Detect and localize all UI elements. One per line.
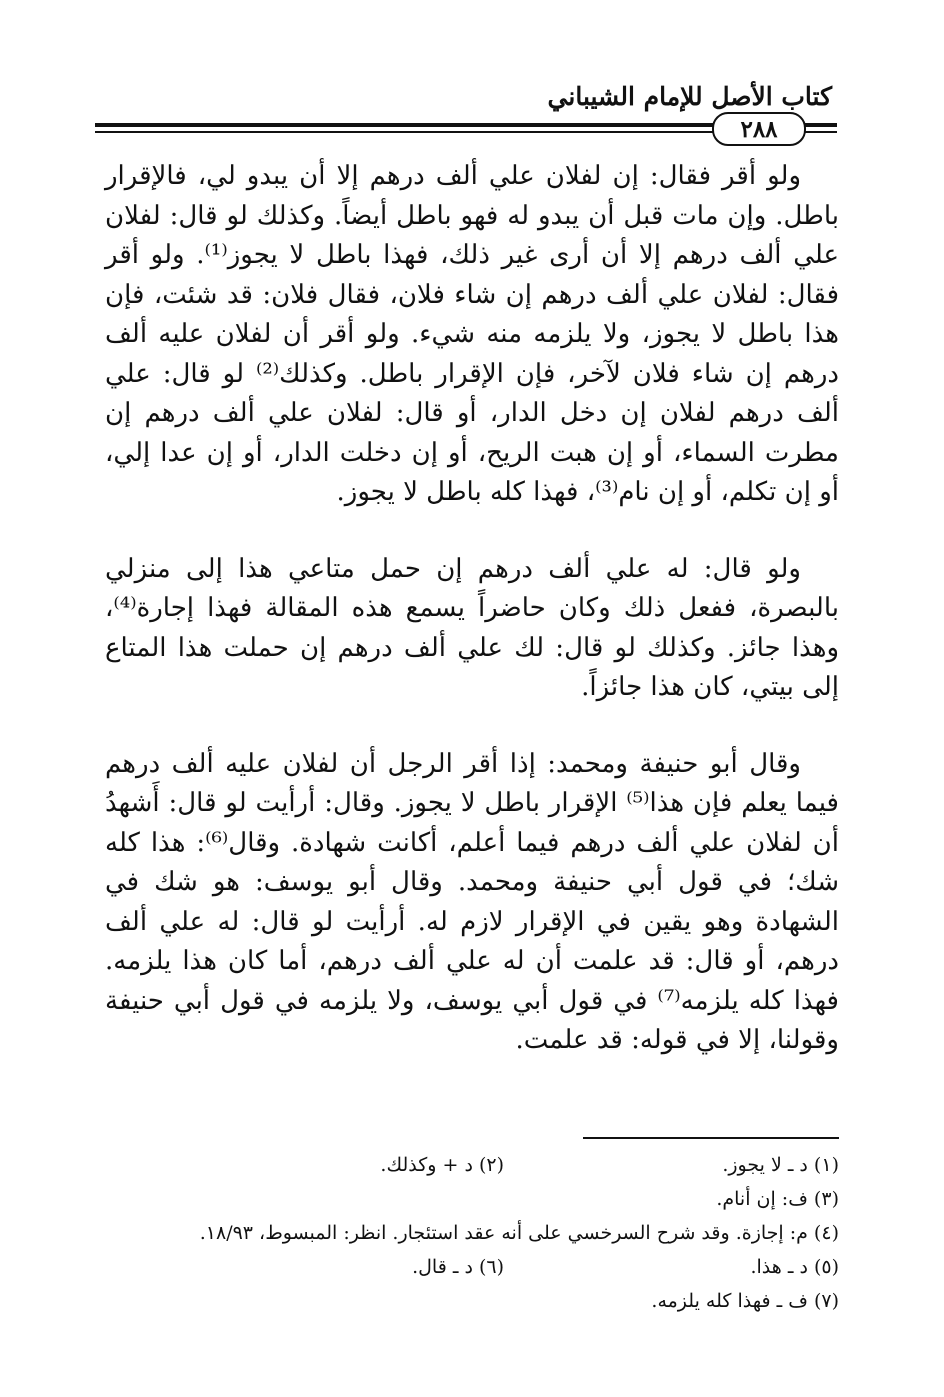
footnote-row — [105, 1250, 839, 1284]
footnote-4: (٤) م: إجازة. وقد شرح السرخسي على أنه عقد استئجار. انظر: المبسوط، ١٨/٩٣. — [199, 1222, 839, 1244]
footnote-6: (٦) د ـ قال. — [412, 1256, 504, 1278]
page-number: ٢٨٨ — [740, 115, 778, 143]
main-text — [105, 157, 839, 1061]
footnote-7: (٧) ف ـ فهذا كله يلزمه. — [651, 1290, 839, 1312]
footnote-row — [105, 1284, 839, 1318]
footnote-1: (١) د ـ لا يجوز. — [722, 1154, 839, 1176]
running-header-title: كتاب الأصل للإمام الشيباني — [547, 82, 832, 111]
footnote-2: (٢) د + وكذلك. — [380, 1154, 504, 1176]
footnote-3: (٣) ف: إن أنام. — [716, 1188, 839, 1210]
footnote-separator — [583, 1137, 839, 1139]
page-number-badge — [712, 112, 806, 146]
footnote-row — [105, 1216, 839, 1250]
paragraph-3: وقال أبو حنيفة ومحمد: إذا أقر الرجل أن لفلان عليه ألف درهم فيما يعلم فإن هذا⁽⁵⁾ الإقرار باطل لا يجوز. وقال: أرأيت لو قال: أَشهدُ أن لفلان علي ألف درهم فيما أعلم، أكانت شهادة. وقال⁽⁶⁾: هذا كله شك؛ في قول أبي حنيفة ومحمد. وقال أبو يوسف: هو شك في الشهادة وهو يقين في الإقرار لازم له. أرأيت لو قال: له علي ألف درهم، أو قال: قد علمت أن له علي ألف درهم، أما كان هذا يلزمه. فهذا كله يلزمه⁽⁷⁾ في قول أبي يوسف، ولا يلزمه في قول أبي حنيفة وقولنا، إلا في قوله: قد علمت. — [105, 748, 840, 1055]
paragraph-2: ولو قال: له علي ألف درهم إن حمل متاعي هذا إلى منزلي بالبصرة، ففعل ذلك وكان حاضراً يسمع هذه المقالة فهذا إجارة⁽⁴⁾، وهذا جائز. وكذلك لو قال: لك علي ألف درهم إن حملت هذا المتاع إلى بيتي، كان هذا جائزاً. — [105, 553, 839, 702]
footnote-row — [105, 1182, 839, 1216]
footnote-row — [105, 1148, 839, 1182]
footnotes — [105, 1148, 839, 1318]
paragraph-1: ولو أقر فقال: إن لفلان علي ألف درهم إلا أن يبدو لي، فالإقرار باطل. وإن مات قبل أن يبدو له فهو باطل أيضاً. وكذلك لو قال: لفلان علي ألف درهم إلا أن أرى غير ذلك، فهذا باطل لا يجوز⁽¹⁾. ولو أقر فقال: لفلان علي ألف درهم إن شاء فلان، فقال فلان: قد شئت، فإن هذا باطل لا يجوز، ولا يلزمه منه شيء. ولو أقر أن لفلان عليه ألف درهم إن شاء فلان لآخر، فإن الإقرار باطل. وكذلك⁽²⁾ لو قال: علي ألف درهم لفلان إن دخل الدار، أو قال: لفلان علي ألف درهم إن مطرت السماء، أو إن هبت الريح، أو إن دخلت الدار، أو إن عدا إلي، أو إن تكلم، أو إن نام⁽³⁾، فهذا كله باطل لا يجوز. — [105, 161, 839, 507]
footnote-5: (٥) د ـ هذا. — [750, 1256, 839, 1278]
